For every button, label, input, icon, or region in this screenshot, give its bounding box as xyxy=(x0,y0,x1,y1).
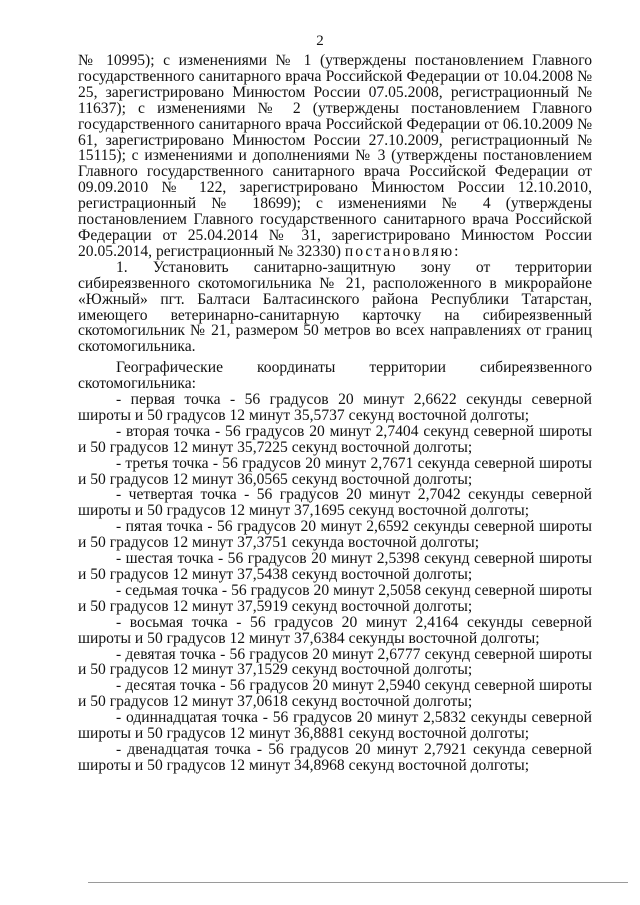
coordinate-point: - первая точка - 56 градусов 20 минут 2,6622 секунды северной широты и 50 градусов 12 минут 35,5737 секунд восточной долготы; xyxy=(78,391,592,424)
decree-word: постановляю: xyxy=(344,242,461,260)
coordinate-point: - шестая точка - 56 градусов 20 минут 2,5398 секунд северной широты и 50 градусов 12 минут 37,5438 секунд восточной долготы; xyxy=(78,550,592,583)
bottom-rule xyxy=(88,882,628,883)
coordinate-point: - седьмая точка - 56 градусов 20 минут 2,5058 секунд северной широты и 50 градусов 12 минут 37,5919 секунд восточной долготы; xyxy=(78,581,592,615)
coordinate-point: - пятая точка - 56 градусов 20 минут 2,6592 секунды северной широты и 50 градусов 12 минут 37,3751 секунда восточной долготы; xyxy=(78,518,592,552)
coordinate-point: - третья точка - 56 градусов 20 минут 2,7671 секунда северной широты и 50 градусов 12 минут 36,0565 секунд восточной долготы; xyxy=(78,454,592,488)
item-1-paragraph: 1. Установить санитарно-защитную зону от территории сибиреязвенного скотомогильника № 21, расположенного в микрорайоне «Южный» пгт. Балтаси Балтасинского района Республики Татарстан, имеющего ветеринарно-санитарную карточку на сибиреязвенный скотомогильник № 21, размером 50 метров во всех направлениях от границ скотомогильника. xyxy=(78,258,592,356)
coordinate-point: - четвертая точка - 56 градусов 20 минут 2,7042 секунды северной широты и 50 градусов 12 минут 37,1695 секунд восточной долготы; xyxy=(78,486,592,520)
coordinate-point: - вторая точка - 56 градусов 20 минут 2,7404 секунд северной широты и 50 градусов 12 минут 35,7225 секунд восточной долготы; xyxy=(78,422,592,456)
intro-text: № 10995); с изменениями № 1 (утверждены постановлением Главного государственного санитарного врача Российской Федерации от 10.04.2008 № 25, зарегистрировано Минюстом России 07.05.2008, регистрационный № 11637); с изменениями № 2 (утверждены постановлением Главного государственного санитарного врача Российской Федерации от 06.10.2009 № 61, зарегистрировано Минюстом России 27.10.2009, регистрационный № 15115); с изменениями и дополнениями № 3 (утверждены постановлением Главного государственного санитарного врача Российской Федерации от 09.09.2010 № 122, зарегистрировано Минюстом России 12.10.2010, регистрационный № 18699); с изменениями № 4 (утверждены постановлением Главного государственного санитарного врача Российской Федерации от 25.04.2014 № 31, зарегистрировано Минюстом России 20.05.2014, регистрационный № 32330) xyxy=(78,52,592,260)
coordinate-point: - десятая точка - 56 градусов 20 минут 2,5940 секунд северной широты и 50 градусов 12 минут 37,0618 секунд восточной долготы; xyxy=(78,677,592,711)
document-body xyxy=(78,53,592,774)
intro-paragraph xyxy=(78,53,592,260)
page-number: 2 xyxy=(316,33,324,49)
coordinates-heading: Географические координаты территории сибиреязвенного скотомогильника: xyxy=(78,359,592,393)
coordinate-point: - восьмая точка - 56 градусов 20 минут 2,4164 секунды северной широты и 50 градусов 12 минут 37,6384 секунды восточной долготы; xyxy=(78,613,592,647)
coordinate-point: - одиннадцатая точка - 56 градусов 20 минут 2,5832 секунды северной широты и 50 градусов 12 минут 36,8881 секунд восточной долготы; xyxy=(78,709,592,743)
coordinate-point: - двенадцатая точка - 56 градусов 20 минут 2,7921 секунда северной широты и 50 градусов 12 минут 34,8968 секунд восточной долготы; xyxy=(78,740,592,774)
coordinate-point: - девятая точка - 56 градусов 20 минут 2,6777 секунд северной широты и 50 градусов 12 минут 37,1529 секунд восточной долготы; xyxy=(78,645,592,679)
